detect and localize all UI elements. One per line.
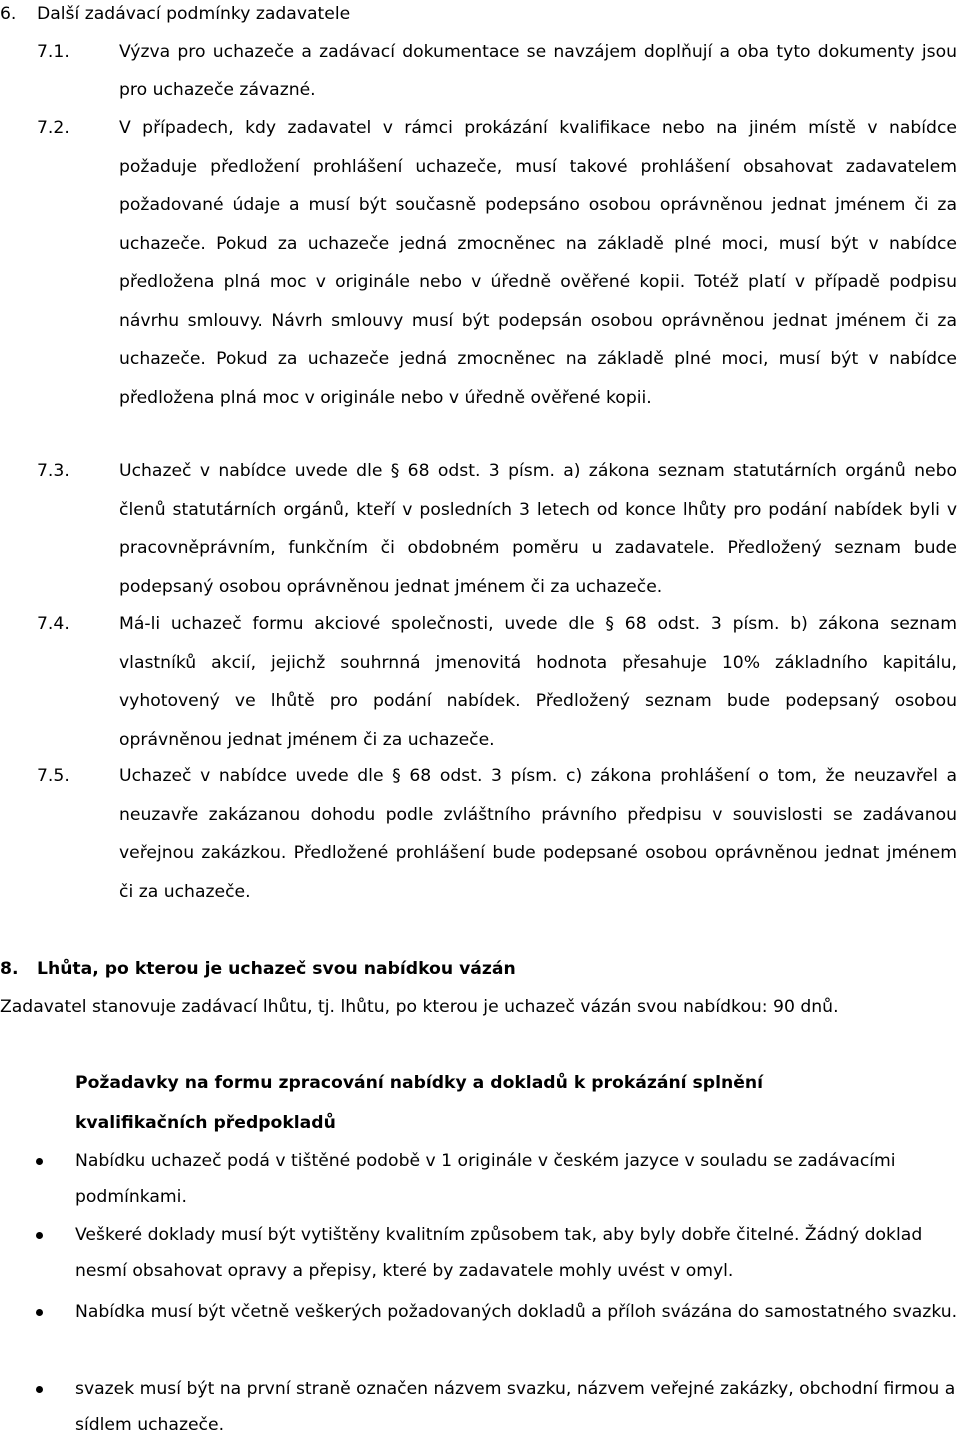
section-8-number: 8. [0,959,19,979]
bullet-icon [36,1309,43,1316]
clause-number: 7.1. [37,42,70,62]
clause-text: Výzva pro uchazeče a zadávací dokumentace se navzájem doplňují a oba tyto dokumenty jsou pro uchazeče závazné. [119,42,957,100]
clause-text: V případech, kdy zadavatel v rámci prokázání kvalifikace nebo na jiném místě v nabídce požaduje předložení prohlášení uchazeče, musí takové prohlášení obsahovat zadavatelem požadované údaje a musí být současně podepsáno osobou oprávněnou jednat jménem či za uchazeče. Pokud za uchazeče jedná zmocněnec na základě plné moci, musí být v nabídce předložena plná moc v originále nebo v úředně ověřené kopii. Totéž platí v případě podpisu návrhu smlouvy. Návrh smlouvy musí být podepsán osobou oprávněnou jednat jménem či za uchazeče. Pokud za uchazeče jedná zmocněnec na základě plné moci, musí být v nabídce předložena plná moc v originále nebo v úředně ověřené kopii. [119,118,957,408]
section-6-number: 6. [0,4,17,24]
clause-text: Uchazeč v nabídce uvede dle § 68 odst. 3 písm. c) zákona prohlášení o tom, že neuzavřel a neuzavře zakázanou dohodu podle zvláštního právního předpisu v souvislosti se zadávanou veřejnou zakázkou. Předložené prohlášení bude podepsané osobou oprávněnou jednat jménem či za uchazeče. [119,766,957,902]
bullet-icon [36,1386,43,1393]
bullet-icon [36,1232,43,1239]
list-item-text: Nabídka musí být včetně veškerých požadovaných dokladů a příloh svázána do samostatného svazku. [75,1302,958,1322]
clause-text: Uchazeč v nabídce uvede dle § 68 odst. 3 písm. a) zákona seznam statutárních orgánů nebo členů statutárních orgánů, kteří v posledních 3 letech od konce lhůty pro podání nabídek byli v pracovněprávním, funkčním či obdobném poměru u zadavatele. Předložený seznam bude podepsaný osobou oprávněnou jednat jménem či za uchazeče. [119,461,957,597]
section-6-title: Další zadávací podmínky zadavatele [37,4,351,24]
list-item-text: Nabídku uchazeč podá v tištěné podobě v 1 originále v českém jazyce v souladu se zadávacími podmínkami. [75,1151,896,1207]
section-6-heading [0,2,960,26]
clause-number: 7.4. [37,614,70,634]
list-item-text: Veškeré doklady musí být vytištěny kvalitním způsobem tak, aby byly dobře čitelné. Žádný doklad nesmí obsahovat opravy a přepisy, které by zadavatele mohly uvést v omyl. [75,1225,923,1281]
clause-number: 7.2. [37,118,70,138]
section-8-title: Lhůta, po kterou je uchazeč svou nabídkou vázán [37,959,516,979]
clause-number: 7.5. [37,766,70,786]
section-8-heading [0,957,960,981]
clause-text: Má-li uchazeč formu akciové společnosti, uvede dle § 68 odst. 3 písm. b) zákona seznam vlastníků akcií, jejichž souhrnná jmenovitá hodnota přesahuje 10% základního kapitálu, vyhotovený ve lhůtě pro podání nabídek. Předložený seznam bude podepsaný osobou oprávněnou jednat jménem či za uchazeče. [119,614,957,750]
list-item-text: svazek musí být na první straně označen názvem svazku, názvem veřejné zakázky, obchodní firmou a sídlem uchazeče. [75,1379,956,1435]
clause-number: 7.3. [37,461,70,481]
bullet-icon [36,1158,43,1165]
requirements-title: Požadavky na formu zpracování nabídky a dokladů k prokázání splnění kvalifikačních předpokladů [75,1073,764,1133]
section-8-text: Zadavatel stanovuje zadávací lhůtu, tj. lhůtu, po kterou je uchazeč vázán svou nabídkou: 90 dnů. [0,997,839,1017]
